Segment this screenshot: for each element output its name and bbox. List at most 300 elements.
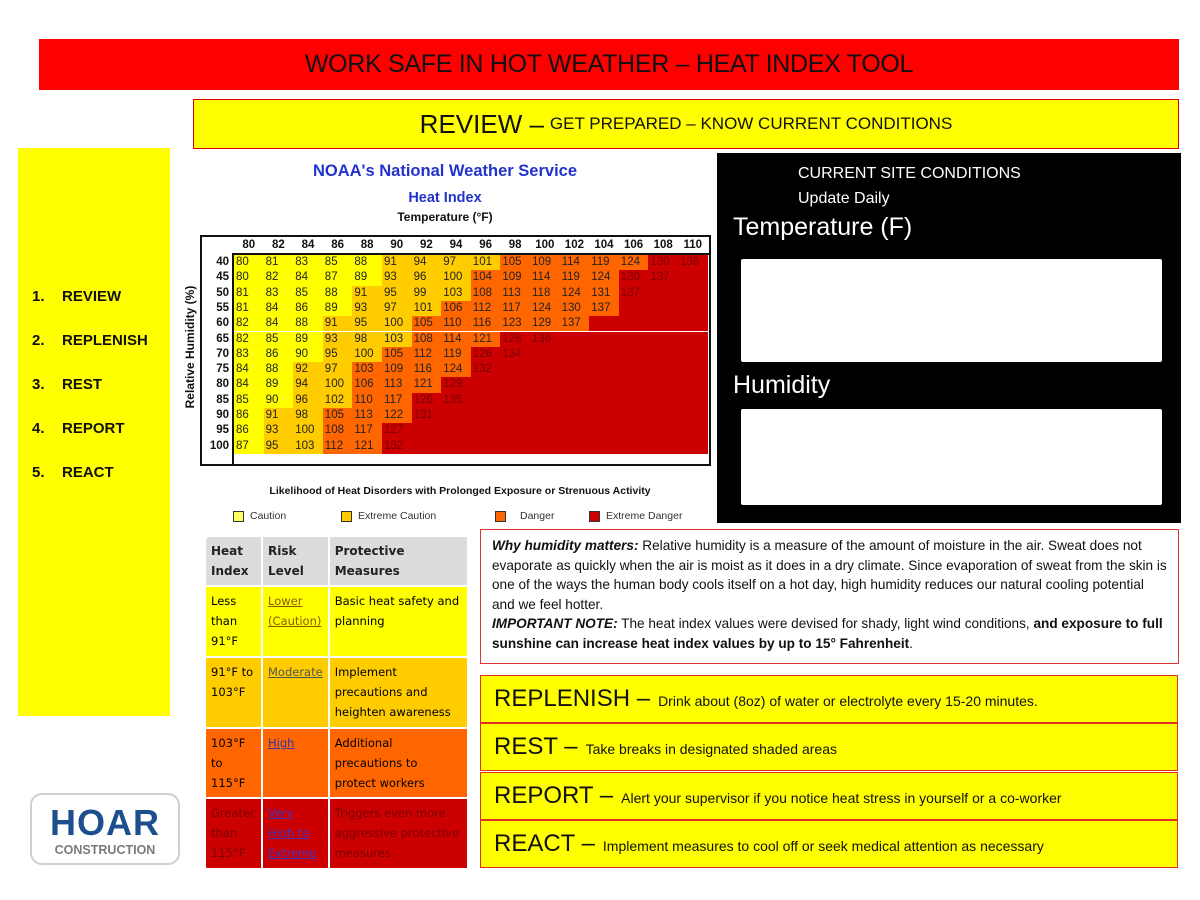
- heat-index-cell: 121: [352, 439, 382, 454]
- heat-index-cell: 114: [530, 270, 560, 285]
- x-tick-label: 102: [564, 239, 584, 251]
- step-number: 3.: [32, 376, 45, 393]
- y-tick-label: 85: [216, 393, 229, 406]
- heat-index-cell: 106: [352, 377, 382, 392]
- action-text: Implement measures to cool off or seek medical attention as necessary: [602, 838, 1044, 854]
- heat-index-cell: 121: [412, 377, 442, 392]
- heat-index-empty-cell: [530, 408, 560, 423]
- heat-index-empty-cell: [648, 286, 678, 301]
- legend-swatch: [233, 511, 244, 522]
- heat-index-empty-cell: [648, 377, 678, 392]
- heat-index-cell: 88: [352, 255, 382, 270]
- heat-index-cell: 83: [234, 347, 264, 362]
- heat-index-cell: 128: [500, 332, 530, 347]
- note-end: .: [909, 635, 913, 651]
- risk-level-link[interactable]: Very High to Extreme: [268, 806, 317, 861]
- heat-index-cell: 124: [589, 270, 619, 285]
- heat-index-cell: 112: [471, 301, 501, 316]
- chart-title: NOAA's National Weather Service: [312, 162, 578, 180]
- heat-index-cell: 80: [234, 255, 264, 270]
- heat-index-cell: 131: [412, 408, 442, 423]
- risk-heat-index: Less than 91°F: [206, 586, 262, 657]
- legend-label: Extreme Danger: [606, 510, 683, 522]
- action-title: REACT –: [494, 830, 595, 857]
- x-tick-label: 96: [479, 239, 492, 251]
- heat-index-cell: 127: [382, 423, 412, 438]
- risk-measures: Basic heat safety and planning: [329, 586, 468, 657]
- heat-index-empty-cell: [619, 301, 649, 316]
- heat-index-cell: 105: [382, 347, 412, 362]
- humidity-input[interactable]: [741, 409, 1162, 505]
- legend-swatch: [589, 511, 600, 522]
- heat-index-empty-cell: [619, 423, 649, 438]
- step-number: 4.: [32, 420, 45, 437]
- heat-index-cell: 90: [264, 393, 294, 408]
- heat-index-cell: 109: [530, 255, 560, 270]
- heat-index-cell: 95: [352, 316, 382, 331]
- x-tick-label: 94: [449, 239, 463, 251]
- heat-index-cell: 136: [678, 255, 708, 270]
- risk-table-header: [206, 537, 468, 586]
- heat-index-empty-cell: [560, 393, 590, 408]
- heat-index-cell: 81: [234, 286, 264, 301]
- heat-index-cell: 105: [500, 255, 530, 270]
- heat-index-cell: 91: [352, 286, 382, 301]
- heat-index-empty-cell: [471, 393, 501, 408]
- heat-index-cell: 99: [412, 286, 442, 301]
- risk-heat-index: Greater than 115°F: [206, 798, 262, 869]
- heat-index-empty-cell: [648, 347, 678, 362]
- x-tick-label: 108: [653, 239, 673, 251]
- heat-index-cell: 134: [500, 347, 530, 362]
- heat-index-cell: 103: [293, 439, 323, 454]
- heat-index-cell: 81: [234, 301, 264, 316]
- heat-index-empty-cell: [678, 347, 708, 362]
- risk-level-link[interactable]: Lower (Caution): [268, 594, 322, 629]
- heat-index-empty-cell: [441, 423, 471, 438]
- heat-index-empty-cell: [619, 439, 649, 454]
- heat-index-cell: 122: [382, 408, 412, 423]
- step-item: [32, 332, 148, 376]
- heat-index-cell: 84: [264, 316, 294, 331]
- logo-subtitle: CONSTRUCTION: [54, 843, 156, 857]
- header-protective-measures: Protective Measures: [329, 537, 468, 586]
- heat-index-cell: 119: [589, 255, 619, 270]
- heat-index-empty-cell: [678, 316, 708, 331]
- heat-index-empty-cell: [530, 377, 560, 392]
- heat-index-cell: 119: [441, 347, 471, 362]
- risk-table-row: [206, 586, 468, 657]
- y-tick-label: 80: [216, 378, 229, 391]
- heat-index-empty-cell: [500, 362, 530, 377]
- heat-index-empty-cell: [619, 332, 649, 347]
- note-text: The heat index values were devised for shady, light wind conditions,: [617, 616, 1034, 631]
- action-text: Alert your supervisor if you notice heat stress in yourself or a co-worker: [621, 790, 1062, 806]
- heat-index-cell: 116: [412, 362, 442, 377]
- heat-index-cell: 100: [323, 377, 353, 392]
- heat-index-cell: 85: [264, 332, 294, 347]
- heat-index-cell: 113: [500, 286, 530, 301]
- heat-index-cell: 113: [352, 408, 382, 423]
- heat-index-cell: 124: [441, 362, 471, 377]
- step-item: [32, 420, 148, 464]
- heat-index-cell: 94: [412, 255, 442, 270]
- heat-index-empty-cell: [648, 423, 678, 438]
- heat-index-cell: 97: [441, 255, 471, 270]
- heat-index-cell: 109: [382, 362, 412, 377]
- heat-index-cell: 83: [264, 286, 294, 301]
- heat-index-empty-cell: [589, 347, 619, 362]
- heat-index-empty-cell: [412, 439, 442, 454]
- step-number: 1.: [32, 288, 45, 305]
- heat-index-cell: 124: [560, 286, 590, 301]
- action-text: Drink about (8oz) of water or electrolyte every 15-20 minutes.: [658, 693, 1038, 709]
- heat-index-cell: 108: [471, 286, 501, 301]
- heat-index-cell: 114: [560, 255, 590, 270]
- heat-index-cell: 137: [619, 286, 649, 301]
- heat-index-cell: 86: [234, 408, 264, 423]
- heat-index-cell: 109: [500, 270, 530, 285]
- heat-index-empty-cell: [619, 393, 649, 408]
- heat-index-cell: 86: [264, 347, 294, 362]
- heat-index-cell: 95: [382, 286, 412, 301]
- heat-index-cell: 132: [471, 362, 501, 377]
- heat-index-empty-cell: [530, 423, 560, 438]
- risk-heat-index: 91°F to 103°F: [206, 657, 262, 728]
- heat-index-empty-cell: [648, 301, 678, 316]
- heat-index-cell: 89: [264, 377, 294, 392]
- heat-index-cell: 116: [471, 316, 501, 331]
- risk-table-row: [206, 657, 468, 728]
- humidity-info-box: [480, 529, 1179, 664]
- heat-index-empty-cell: [678, 332, 708, 347]
- heat-index-cell: 93: [352, 301, 382, 316]
- legend-item: [495, 510, 554, 522]
- heat-index-empty-cell: [530, 439, 560, 454]
- header-risk-level: Risk Level: [262, 537, 329, 586]
- y-tick-label: 40: [216, 256, 229, 268]
- heat-index-cell: 86: [234, 423, 264, 438]
- review-title: REVIEW –: [419, 108, 544, 139]
- heat-index-empty-cell: [589, 377, 619, 392]
- action-title: REPORT –: [494, 782, 614, 809]
- heat-index-cell: 100: [293, 423, 323, 438]
- heat-index-empty-cell: [412, 423, 442, 438]
- heat-index-cell: 88: [293, 316, 323, 331]
- heat-index-empty-cell: [500, 439, 530, 454]
- heat-index-empty-cell: [648, 408, 678, 423]
- x-tick-label: 88: [360, 239, 374, 251]
- heat-index-cell: 132: [382, 439, 412, 454]
- step-item: [32, 464, 148, 508]
- heat-index-cell: 131: [589, 286, 619, 301]
- heat-index-cell: 82: [234, 332, 264, 347]
- heat-index-cell: 87: [323, 270, 353, 285]
- conditions-title: CURRENT SITE CONDITIONS: [798, 165, 1021, 182]
- step-label: REVIEW: [62, 288, 122, 305]
- heat-index-cell: 114: [441, 332, 471, 347]
- heat-index-cell: 85: [234, 393, 264, 408]
- heat-index-cell: 83: [293, 255, 323, 270]
- heat-index-empty-cell: [648, 316, 678, 331]
- step-item: [32, 288, 148, 332]
- risk-level-link[interactable]: Moderate: [268, 665, 323, 680]
- chart-subtitle: Heat Index: [408, 190, 482, 206]
- heat-index-cell: 84: [234, 377, 264, 392]
- steps-sidebar: [18, 148, 170, 716]
- react-banner: [480, 820, 1178, 868]
- legend-swatch: [341, 511, 352, 522]
- heat-index-cell: 110: [352, 393, 382, 408]
- heat-index-cell: 103: [441, 286, 471, 301]
- heat-index-empty-cell: [589, 316, 619, 331]
- heat-index-cell: 130: [619, 270, 649, 285]
- heat-index-empty-cell: [648, 393, 678, 408]
- action-text: Take breaks in designated shaded areas: [585, 741, 837, 757]
- risk-level-cell: [262, 798, 329, 869]
- heat-index-empty-cell: [500, 393, 530, 408]
- heat-index-cell: 101: [412, 301, 442, 316]
- current-site-conditions-panel: [717, 153, 1181, 523]
- heat-index-cell: 123: [500, 316, 530, 331]
- heat-index-empty-cell: [678, 286, 708, 301]
- heat-index-cell: 105: [412, 316, 442, 331]
- risk-level-link[interactable]: High: [268, 735, 295, 750]
- y-tick-label: 100: [209, 439, 229, 452]
- heat-index-cell: 121: [471, 332, 501, 347]
- chart-x-axis-label: Temperature (°F): [397, 210, 493, 224]
- logo-wordmark: HOAR: [50, 802, 160, 843]
- heat-index-empty-cell: [589, 408, 619, 423]
- heat-index-empty-cell: [471, 408, 501, 423]
- risk-measures: Triggers even more aggressive protective measures: [329, 798, 468, 869]
- heat-index-cell: 126: [412, 393, 442, 408]
- heat-index-empty-cell: [441, 408, 471, 423]
- heat-index-cell: 98: [352, 332, 382, 347]
- heat-index-empty-cell: [471, 377, 501, 392]
- heat-index-cell: 88: [323, 286, 353, 301]
- heat-index-cell: 117: [382, 393, 412, 408]
- step-label: REPORT: [62, 420, 125, 437]
- heat-index-cell: 117: [352, 423, 382, 438]
- heat-index-cell: 137: [648, 270, 678, 285]
- heat-index-cell: 126: [471, 347, 501, 362]
- heat-index-cell: 103: [352, 362, 382, 377]
- legend-swatch: [495, 511, 506, 522]
- heat-index-cell: 135: [441, 393, 471, 408]
- heat-index-cell: 84: [264, 301, 294, 316]
- heat-index-cell: 82: [264, 270, 294, 285]
- heat-index-cell: 93: [382, 270, 412, 285]
- page-title: WORK SAFE IN HOT WEATHER – HEAT INDEX TOOL: [39, 39, 1179, 90]
- heat-index-empty-cell: [441, 439, 471, 454]
- heat-index-cell: 105: [323, 408, 353, 423]
- heat-index-cell: 93: [264, 423, 294, 438]
- heat-index-cell: 119: [560, 270, 590, 285]
- heat-index-empty-cell: [619, 316, 649, 331]
- x-tick-label: 80: [242, 239, 256, 251]
- heat-index-cell: 96: [293, 393, 323, 408]
- heat-index-cell: 96: [412, 270, 442, 285]
- action-title: REPLENISH –: [494, 685, 651, 712]
- heat-index-empty-cell: [560, 332, 590, 347]
- heat-index-cell: 97: [382, 301, 412, 316]
- heat-index-empty-cell: [589, 439, 619, 454]
- note-bold: and exposure to full sunshine can increase heat index values by up to 15° Fahrenheit: [492, 616, 1163, 651]
- legend-item: [341, 510, 436, 522]
- heat-index-cell: 130: [560, 301, 590, 316]
- heat-index-empty-cell: [678, 393, 708, 408]
- note-label: IMPORTANT NOTE:: [492, 616, 618, 631]
- heat-index-empty-cell: [500, 408, 530, 423]
- x-tick-label: 82: [271, 239, 285, 251]
- heat-index-cell: 124: [619, 255, 649, 270]
- heat-index-cell: 89: [352, 270, 382, 285]
- heat-index-cell: 85: [293, 286, 323, 301]
- heat-index-cell: 95: [264, 439, 294, 454]
- risk-heat-index: 103°F to 115°F: [206, 728, 262, 799]
- heat-index-cell: 89: [293, 332, 323, 347]
- heat-index-cell: 84: [234, 362, 264, 377]
- x-tick-label: 86: [331, 239, 344, 251]
- heat-index-cell: 82: [234, 316, 264, 331]
- heat-index-empty-cell: [471, 439, 501, 454]
- step-number: 2.: [32, 332, 45, 349]
- temperature-input[interactable]: [741, 259, 1162, 362]
- heat-index-empty-cell: [648, 332, 678, 347]
- y-tick-label: 95: [216, 424, 229, 437]
- heat-index-cell: 86: [293, 301, 323, 316]
- heat-index-cell: 81: [264, 255, 294, 270]
- heat-index-cell: 110: [441, 316, 471, 331]
- x-tick-label: 92: [419, 239, 433, 251]
- legend-item: [589, 510, 682, 522]
- report-banner: [480, 772, 1178, 820]
- heat-index-empty-cell: [560, 347, 590, 362]
- risk-measures: Implement precautions and heighten awareness: [329, 657, 468, 728]
- heat-index-cell: 137: [560, 316, 590, 331]
- heat-index-empty-cell: [678, 377, 708, 392]
- heat-index-empty-cell: [589, 423, 619, 438]
- heat-index-cell: 85: [323, 255, 353, 270]
- why-text: Relative humidity is a measure of the amount of moisture in the air. Sweat does not evaporate as quickly when the air is moist as it does in a dry climate. Since evaporation of sweat from the skin is one of the ways the human body cools itself on a hot day, high humidity reduces our natural cooling potential and we feel hotter.: [492, 538, 1167, 612]
- x-tick-label: 104: [594, 239, 614, 251]
- heat-index-cell: 112: [323, 439, 353, 454]
- step-number: 5.: [32, 464, 45, 481]
- y-tick-label: 50: [216, 286, 229, 299]
- heat-index-empty-cell: [471, 423, 501, 438]
- heat-index-empty-cell: [678, 408, 708, 423]
- risk-table-row: [206, 728, 468, 799]
- heat-index-cell: 118: [530, 286, 560, 301]
- heat-index-cell: 91: [264, 408, 294, 423]
- heat-index-cell: 102: [323, 393, 353, 408]
- x-tick-label: 98: [508, 239, 522, 251]
- heat-index-empty-cell: [560, 439, 590, 454]
- heat-index-empty-cell: [530, 393, 560, 408]
- heat-index-cell: 130: [648, 255, 678, 270]
- heat-index-empty-cell: [678, 423, 708, 438]
- heat-index-cell: 84: [293, 270, 323, 285]
- heat-index-chart: [200, 235, 711, 466]
- heat-index-empty-cell: [678, 439, 708, 454]
- risk-level-cell: [262, 586, 329, 657]
- step-label: REST: [62, 376, 103, 393]
- step-item: [32, 376, 148, 420]
- why-label: Why humidity matters:: [492, 538, 639, 553]
- temperature-label: Temperature (F): [733, 213, 913, 241]
- heat-index-cell: 117: [500, 301, 530, 316]
- heat-index-empty-cell: [530, 362, 560, 377]
- heat-index-empty-cell: [560, 408, 590, 423]
- step-label: REACT: [62, 464, 114, 481]
- company-logo: [30, 793, 180, 865]
- heat-index-cell: 100: [352, 347, 382, 362]
- review-banner: [193, 99, 1179, 149]
- heat-index-cell: 112: [412, 347, 442, 362]
- heat-index-empty-cell: [500, 423, 530, 438]
- heat-index-cell: 89: [323, 301, 353, 316]
- heat-index-empty-cell: [678, 362, 708, 377]
- legend-label: Caution: [250, 510, 287, 522]
- heat-index-empty-cell: [619, 377, 649, 392]
- heat-index-empty-cell: [500, 377, 530, 392]
- action-title: REST –: [494, 733, 578, 760]
- risk-level-cell: [262, 657, 329, 728]
- heat-index-cell: 106: [441, 301, 471, 316]
- heat-index-empty-cell: [619, 362, 649, 377]
- heat-index-cell: 108: [323, 423, 353, 438]
- heat-index-cell: 91: [323, 316, 353, 331]
- heat-index-empty-cell: [678, 301, 708, 316]
- humidity-label: Humidity: [733, 371, 831, 399]
- heat-index-cell: 100: [441, 270, 471, 285]
- legend-label: Extreme Caution: [358, 510, 437, 522]
- risk-level-table: [206, 537, 469, 870]
- heat-index-cell: 91: [382, 255, 412, 270]
- y-tick-label: 60: [216, 317, 229, 330]
- heat-index-cell: 129: [530, 316, 560, 331]
- y-tick-label: 55: [216, 301, 229, 314]
- step-label: REPLENISH: [62, 332, 148, 349]
- x-tick-label: 100: [535, 239, 555, 251]
- heat-index-empty-cell: [560, 362, 590, 377]
- heat-index-cell: 80: [234, 270, 264, 285]
- heat-index-cell: 95: [323, 347, 353, 362]
- heat-index-empty-cell: [648, 439, 678, 454]
- legend-item: [233, 510, 286, 522]
- heat-index-cell: 113: [382, 377, 412, 392]
- heat-index-cell: 137: [589, 301, 619, 316]
- heat-index-cell: 101: [471, 255, 501, 270]
- risk-measures: Additional precautions to protect workers: [329, 728, 468, 799]
- legend-label: Danger: [520, 510, 555, 522]
- heat-index-cell: 97: [323, 362, 353, 377]
- x-tick-label: 106: [624, 239, 644, 251]
- heat-index-empty-cell: [560, 423, 590, 438]
- heat-index-cell: 94: [293, 377, 323, 392]
- legend-title: Likelihood of Heat Disorders with Prolonged Exposure or Strenuous Activity: [269, 485, 651, 497]
- y-tick-label: 65: [216, 332, 229, 345]
- heat-index-cell: 129: [441, 377, 471, 392]
- x-tick-label: 84: [301, 239, 315, 251]
- y-tick-label: 90: [216, 409, 229, 421]
- risk-table-row: [206, 798, 468, 869]
- heat-index-cell: 88: [264, 362, 294, 377]
- review-subtitle: GET PREPARED – KNOW CURRENT CONDITIONS: [549, 114, 953, 133]
- heat-index-cell: 90: [293, 347, 323, 362]
- chart-y-axis-label: Relative Humidity (%): [183, 285, 197, 409]
